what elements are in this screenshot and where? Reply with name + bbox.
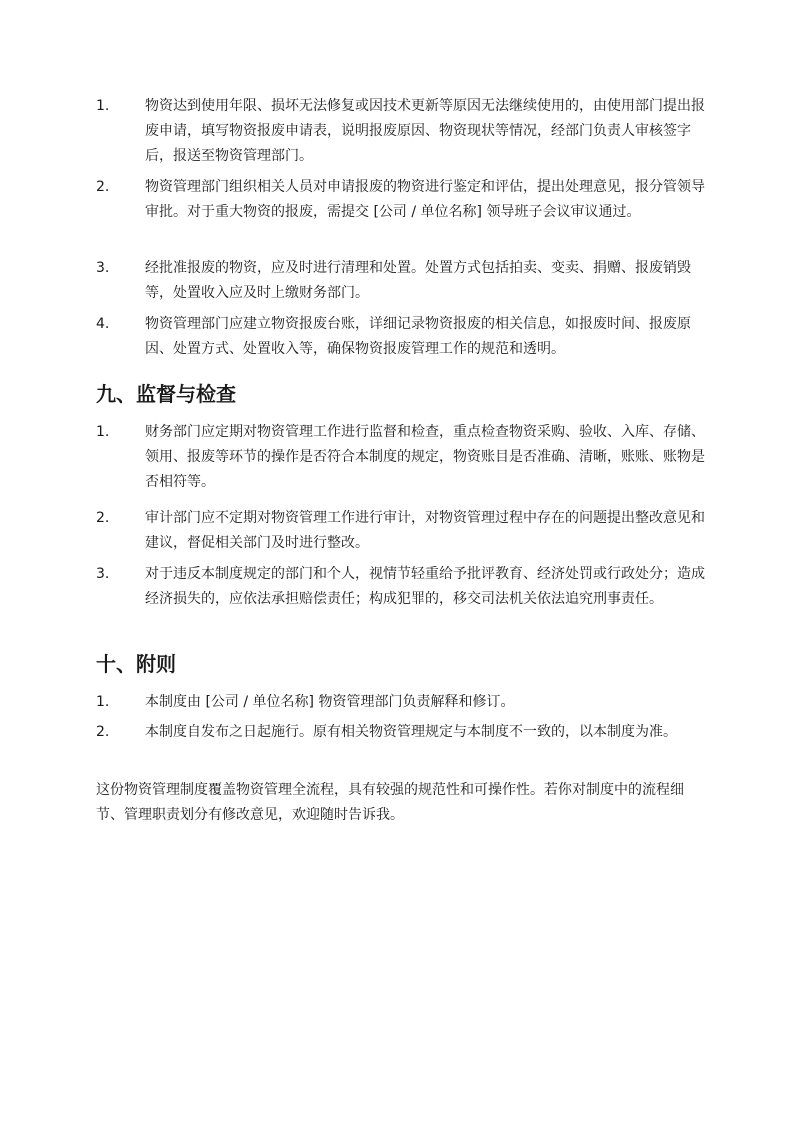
item-text: 财务部门应定期对物资管理工作进行监督和检查，重点检查物资采购、验收、入库、存储、领用、报废等环节的操作是否符合本制度的规定，物资账目是否准确、清晰，账账、账物是否相符等。: [145, 424, 705, 490]
item-number: 3.: [96, 566, 110, 582]
section-heading: 九、监督与检查: [96, 382, 236, 406]
item-text: 审计部门应不定期对物资管理工作进行审计，对物资管理过程中存在的问题提出整改意见和建议，督促相关部门及时进行整改。: [145, 510, 705, 551]
item-text: 本制度由 [公司 / 单位名称] 物资管理部门负责解释和修订。: [145, 694, 515, 710]
section10-list: [0, 690, 794, 776]
item-number: 1.: [96, 98, 110, 114]
item-number: 1.: [96, 694, 110, 710]
item-number: 1.: [96, 424, 110, 440]
closing-paragraph: 这份物资管理制度覆盖物资管理全流程，具有较强的规范性和可操作性。若你对制度中的流程细节、管理职责划分有修改意见，欢迎随时告诉我。: [96, 782, 684, 823]
list-item: [0, 312, 794, 368]
item-number: 4.: [96, 316, 110, 332]
list-item: [0, 420, 794, 506]
item-number: 2.: [96, 179, 110, 195]
list-item: [0, 175, 794, 256]
list-item: [0, 720, 794, 776]
list-item: [0, 506, 794, 562]
item-number: 3.: [96, 260, 110, 276]
item-text: 物资管理部门应建立物资报废台账，详细记录物资报废的相关信息，如报废时间、报废原因、处置方式、处置收入等，确保物资报废管理工作的规范和透明。: [145, 316, 691, 357]
section-heading: 十、附则: [96, 652, 176, 676]
list-item: [0, 562, 794, 643]
list-item: [0, 94, 794, 175]
item-text: 经批准报废的物资，应及时进行清理和处置。处置方式包括拍卖、变卖、捐赠、报废销毁等，处置收入应及时上缴财务部门。: [145, 260, 691, 301]
item-text: 本制度自发布之日起施行。原有相关物资管理规定与本制度不一致的，以本制度为准。: [145, 724, 677, 740]
list-item: [0, 256, 794, 312]
item-text: 对于违反本制度规定的部门和个人，视情节轻重给予批评教育、经济处罚或行政处分；造成经济损失的，应依法承担赔偿责任；构成犯罪的，移交司法机关依法追究刑事责任。: [145, 566, 705, 607]
item-number: 2.: [96, 724, 110, 740]
section8-list: [0, 94, 794, 368]
section9-list: [0, 420, 794, 643]
item-text: 物资管理部门组织相关人员对申请报废的物资进行鉴定和评估，提出处理意见，报分管领导审批。对于重大物资的报废，需提交 [公司 / 单位名称] 领导班子会议审议通过。: [145, 179, 705, 220]
item-number: 2.: [96, 510, 110, 526]
item-text: 物资达到使用年限、损坏无法修复或因技术更新等原因无法继续使用的，由使用部门提出报废申请，填写物资报废申请表，说明报废原因、物资现状等情况，经部门负责人审核签字后，报送至物资管理部门。: [145, 98, 705, 164]
list-item: [0, 690, 794, 720]
